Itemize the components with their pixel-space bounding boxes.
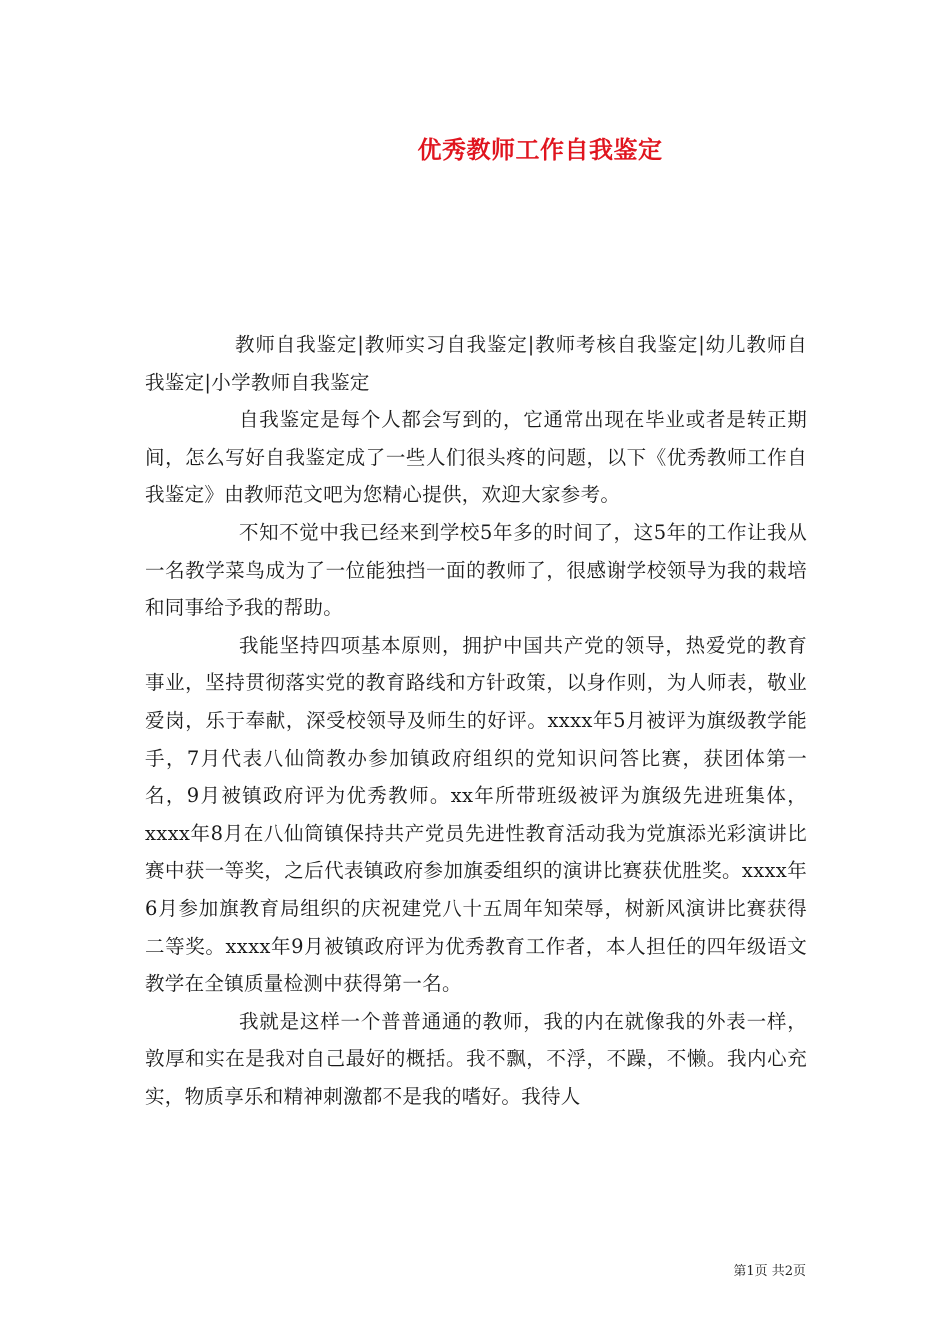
- body-paragraph-1: 不知不觉中我已经来到学校5年多的时间了，这5年的工作让我从一名教学菜鸟成为了一位能独挡一面的教师了，很感谢学校领导为我的栽培和同事给予我的帮助。: [145, 520, 807, 620]
- intro-paragraph: 自我鉴定是每个人都会写到的，它通常出现在毕业或者是转正期间，怎么写好自我鉴定成了一些人们很头疼的问题，以下《优秀教师工作自我鉴定》由教师范文吧为您精心提供，欢迎大家参考。: [145, 408, 807, 507]
- document-body: [145, 326, 807, 1115]
- page-number-footer: 第1页 共2页: [733, 1264, 806, 1279]
- body-paragraph-2: 我能坚持四项基本原则，拥护中国共产党的领导，热爱党的教育事业，坚持贯彻落实党的教育路线和方针政策，以身作则，为人师表，敬业爱岗，乐于奉献，深受校领导及师生的好评。xxxx年5月被评为旗级教学能手，7月代表八仙筒教办参加镇政府组织的党知识问答比赛，获团体第一名，9月被镇政府评为优秀教师。xx年所带班级被评为旗级先进班集体，xxxx年8月在八仙筒镇保持共产党员先进性教育活动我为党旗添光彩演讲比赛中获一等奖，之后代表镇政府参加旗委组织的演讲比赛获优胜奖。xxxx年6月参加旗教育局组织的庆祝建党八十五周年知荣辱，树新风演讲比赛获得二等奖。xxxx年9月被镇政府评为优秀教育工作者，本人担任的四年级语文教学在全镇质量检测中获得第一名。: [145, 633, 807, 996]
- body-paragraph-3: 我就是这样一个普普通通的教师，我的内在就像我的外表一样，敦厚和实在是我对自己最好的概括。我不飘，不浮，不躁，不懒。我内心充实，物质享乐和精神刺激都不是我的嗜好。我待人: [145, 1009, 807, 1108]
- document-title: 优秀教师工作自我鉴定: [417, 136, 663, 164]
- tag-links-paragraph: 教师自我鉴定|教师实习自我鉴定|教师考核自我鉴定|幼儿教师自我鉴定|小学教师自我鉴定: [145, 333, 807, 394]
